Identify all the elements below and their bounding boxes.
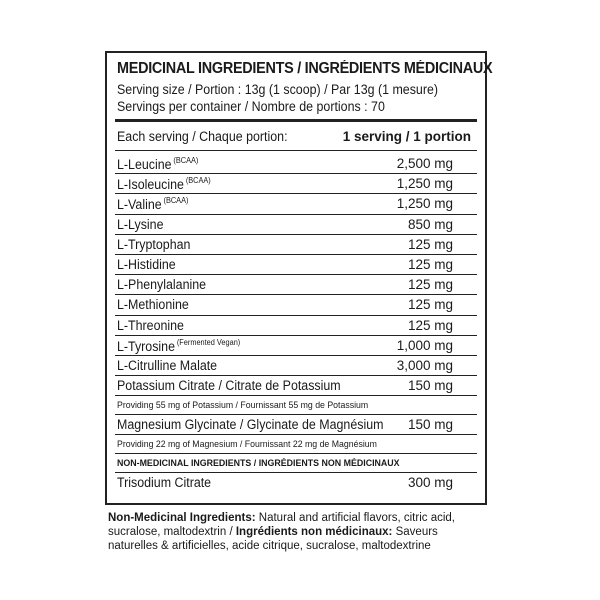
ingredient-amount: 125 mg — [407, 256, 453, 272]
serving-size: Serving size / Portion : 13g (1 scoop) / Par 13g (1 mesure) — [117, 82, 439, 97]
footer-text-fr: Saveurs naturelles & artificielles, acide citrique, sucralose, maltodextrine — [108, 526, 438, 552]
mineral-name: Magnesium Glycinate / Glycinate de Magnésium — [117, 417, 384, 433]
ingredient-name: L-Valine — [117, 197, 162, 213]
mineral-note-row — [115, 435, 477, 454]
ingredient-amount: 125 mg — [407, 236, 453, 252]
non-medicinal-heading: NON-MEDICINAL INGREDIENTS / INGRÉDIENTS NON MÉDICINAUX — [117, 458, 400, 470]
ingredient-name: L-Methionine — [117, 297, 189, 313]
ingredient-name: L-Leucine — [117, 157, 172, 172]
supplement-facts-panel — [105, 51, 493, 505]
ingredient-name: L-Citrulline Malate — [117, 357, 218, 373]
ingredient-amount: 125 mg — [407, 297, 453, 313]
thick-divider — [115, 119, 477, 122]
non-medicinal-amount: 300 mg — [407, 475, 453, 491]
ingredient-name: L-Histidine — [117, 256, 176, 272]
header-divider — [115, 150, 477, 151]
ingredient-name: L-Phenylalanine — [117, 277, 207, 293]
non-medicinal-footer — [108, 511, 488, 553]
ingredient-note: (BCAA) — [163, 196, 189, 206]
non-medicinal-row — [115, 473, 477, 493]
ingredient-amount: 125 mg — [407, 277, 453, 293]
footer-text-en: Natural and artificial flavors, citric acid, sucralose, maltodextrin / — [108, 512, 455, 538]
ingredient-row — [115, 295, 477, 315]
ingredient-note: (Fermented Vegan) — [176, 337, 241, 347]
ingredient-name: L-Isoleucine — [117, 177, 184, 193]
mineral-note: Providing 55 mg of Potassium / Fournissant 55 mg de Potassium — [117, 400, 369, 412]
ingredient-row — [115, 154, 477, 174]
ingredient-row — [115, 194, 477, 214]
ingredient-amount: 3,000 mg — [396, 357, 453, 373]
ingredient-name: L-Tyrosine — [117, 338, 175, 354]
ingredient-row — [115, 215, 477, 235]
servings-per-container: Servings per container / Nombre de portions : 70 — [117, 99, 385, 114]
ingredient-amount: 1,250 mg — [396, 196, 453, 212]
mineral-amount: 150 mg — [407, 417, 453, 433]
ingredient-row — [115, 336, 477, 356]
non-medicinal-name: Trisodium Citrate — [117, 475, 212, 491]
ingredient-name: L-Threonine — [117, 317, 184, 333]
footer-label-en: Non-Medicinal Ingredients: — [108, 512, 256, 524]
ingredient-row — [115, 356, 477, 376]
mineral-name: Potassium Citrate / Citrate de Potassium — [117, 378, 341, 394]
non-medicinal-heading-row — [115, 454, 477, 473]
ingredient-name: L-Tryptophan — [117, 236, 191, 252]
ingredient-row — [115, 255, 477, 275]
mineral-row — [115, 415, 477, 435]
panel-title: MEDICINAL INGREDIENTS / INGRÉDIENTS MÉDICINAUX — [117, 60, 493, 77]
ingredient-row — [115, 275, 477, 295]
mineral-row — [115, 376, 477, 396]
ingredient-amount: 1,000 mg — [396, 337, 453, 353]
footer-label-fr: Ingrédients non médicinaux: — [235, 526, 393, 538]
ingredient-amount: 2,500 mg — [396, 156, 453, 171]
ingredient-amount: 1,250 mg — [396, 176, 453, 192]
header-each-serving: Each serving / Chaque portion: — [117, 129, 288, 144]
ingredient-amount: 850 mg — [407, 216, 453, 232]
mineral-note: Providing 22 mg of Magnesium / Fournissant 22 mg de Magnésium — [117, 439, 377, 451]
ingredient-table — [115, 154, 477, 494]
ingredient-name: L-Lysine — [117, 216, 164, 232]
header-serving-amount: 1 serving / 1 portion — [342, 129, 471, 144]
ingredient-note: (BCAA) — [173, 156, 199, 165]
ingredient-row — [115, 235, 477, 255]
ingredient-row — [115, 316, 477, 336]
mineral-note-row — [115, 396, 477, 415]
ingredient-amount: 125 mg — [407, 317, 453, 333]
ingredient-note: (BCAA) — [185, 176, 211, 186]
mineral-amount: 150 mg — [407, 378, 453, 394]
ingredient-row — [115, 174, 477, 194]
